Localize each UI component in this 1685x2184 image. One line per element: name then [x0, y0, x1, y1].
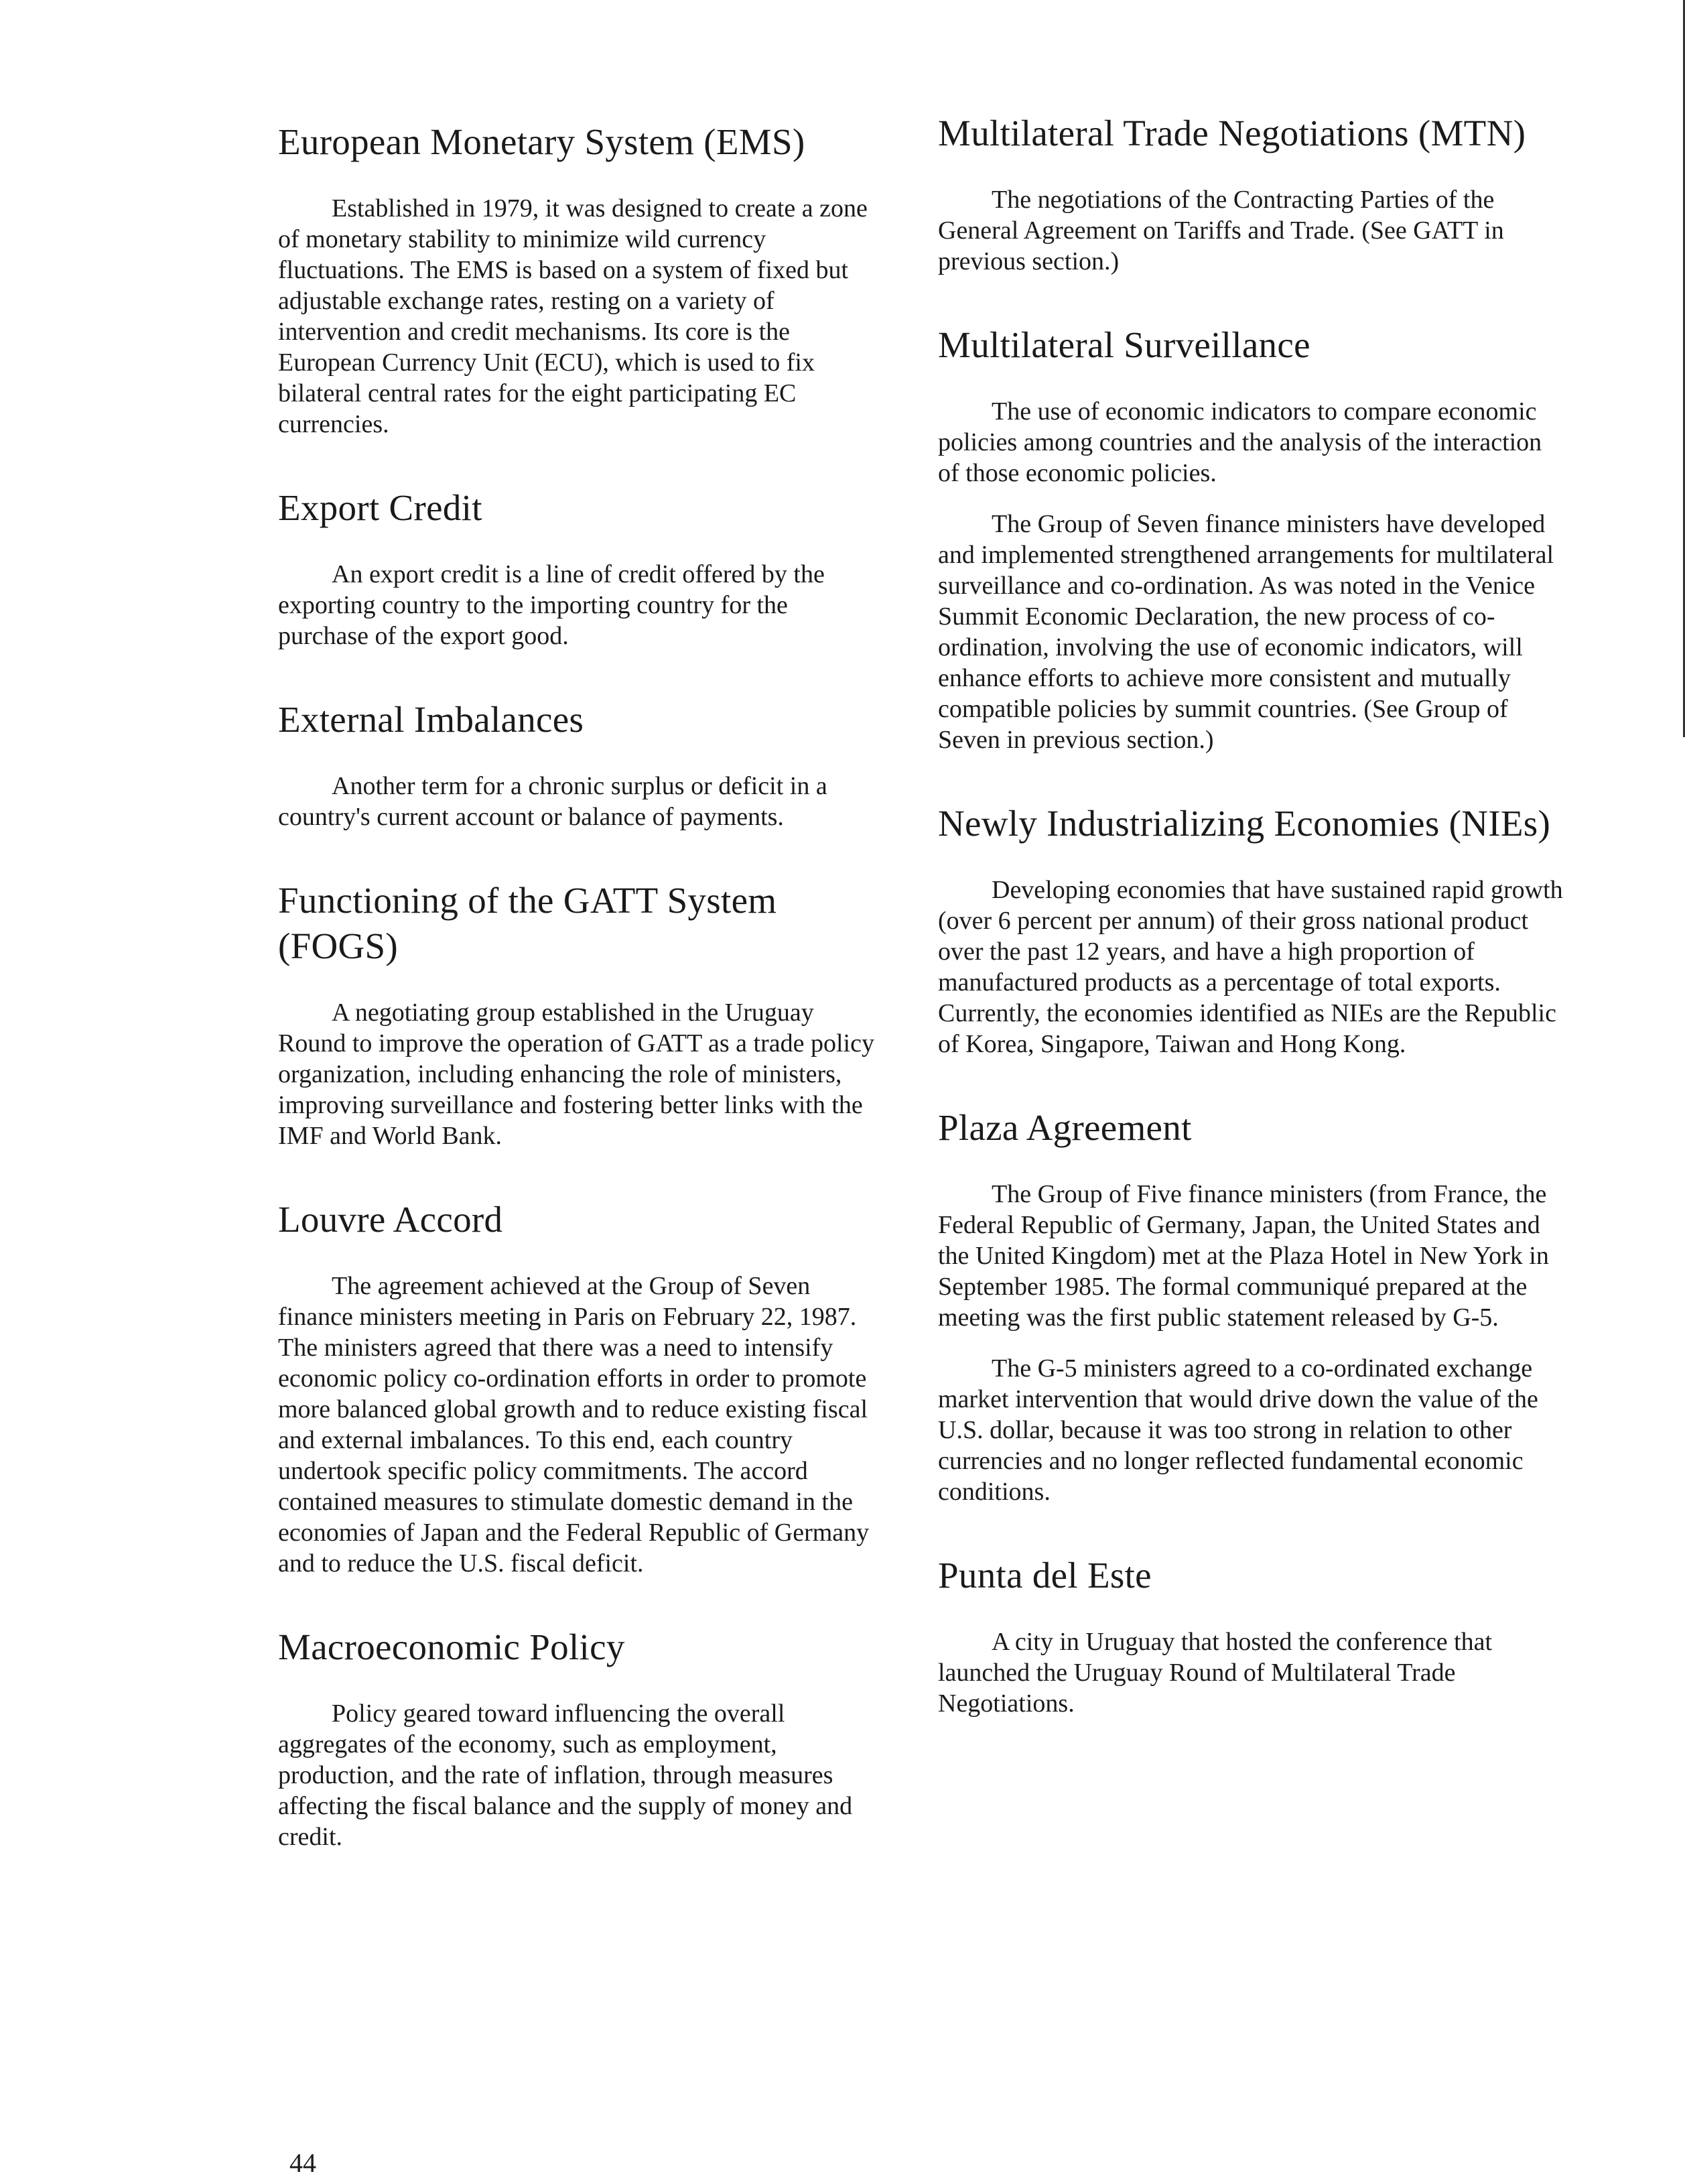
glossary-entry — [938, 322, 1568, 755]
glossary-entry — [278, 485, 881, 651]
left-column — [278, 119, 881, 1898]
glossary-term-heading: European Monetary System (EMS) — [278, 121, 805, 162]
glossary-definition-paragraph: The Group of Seven finance ministers have developed and implemented strengthened arrangements for multilateral surveillance and co-ordination. As was noted in the Venice Summit Economic Declaration, the new process of co-ordination, involving the use of economic indicators, will enhance efforts to achieve more consistent and mutually compatible policies by summit countries. (See Group of Seven in previous section.) — [938, 510, 1554, 754]
glossary-entry — [278, 1197, 881, 1579]
glossary-term-heading: Punta del Este — [938, 1555, 1152, 1596]
glossary-definition-paragraph: A city in Uruguay that hosted the conference that launched the Uruguay Round of Multilateral Trade Negotiations. — [938, 1628, 1493, 1718]
glossary-entry — [938, 1553, 1568, 1719]
glossary-term-heading: Louvre Accord — [278, 1199, 503, 1240]
glossary-entry — [938, 801, 1568, 1059]
glossary-entry — [278, 878, 881, 1151]
glossary-term-heading: External Imbalances — [278, 699, 584, 740]
glossary-definition-paragraph: The Group of Five finance ministers (from France, the Federal Republic of Germany, Japan, the United States and the United Kingdom) met at the Plaza Hotel in New York in September 1985. The formal communiqué prepared at the meeting was the first public statement released by G-5. — [938, 1180, 1549, 1332]
glossary-definition-paragraph: The use of economic indicators to compare economic policies among countries and the analysis of the interaction of those economic policies. — [938, 397, 1542, 487]
glossary-definition-paragraph: The agreement achieved at the Group of Seven finance ministers meeting in Paris on February 22, 1987. The ministers agreed that there was a need to intensify economic policy co-ordination efforts in order to promote more balanced global growth and to reduce existing fiscal and external imbalances. To this end, each country undertook specific policy commitments. The accord contained measures to stimulate domestic demand in the economies of Japan and the Federal Republic of Germany and to reduce the U.S. fiscal deficit. — [278, 1272, 870, 1578]
glossary-entry — [938, 1105, 1568, 1507]
glossary-term-heading: Macroeconomic Policy — [278, 1626, 625, 1667]
glossary-term-heading: Export Credit — [278, 487, 482, 528]
right-column — [938, 111, 1568, 1764]
glossary-definition-paragraph: An export credit is a line of credit offered by the exporting country to the importing country for the purchase of the export good. — [278, 560, 825, 650]
glossary-entry — [278, 119, 881, 440]
glossary-entry — [938, 111, 1568, 277]
glossary-term-heading: Multilateral Trade Negotiations (MTN) — [938, 113, 1526, 153]
glossary-definition-paragraph: Established in 1979, it was designed to create a zone of monetary stability to minimize wild currency fluctuations. The EMS is based on a system of fixed but adjustable exchange rates, resting on a variety of intervention and credit mechanisms. Its core is the European Currency Unit (ECU), which is used to fix bilateral central rates for the eight participating EC currencies. — [278, 194, 868, 438]
glossary-term-heading: Plaza Agreement — [938, 1107, 1192, 1148]
glossary-definition-paragraph: A negotiating group established in the Uruguay Round to improve the operation of GATT as a trade policy organization, including enhancing the role of ministers, improving surveillance and fostering better links with the IMF and World Bank. — [278, 999, 874, 1150]
glossary-term-heading: Newly Industrializing Economies (NIEs) — [938, 803, 1551, 844]
glossary-definition-paragraph: The G-5 ministers agreed to a co-ordinated exchange market intervention that would drive down the value of the U.S. dollar, because it was too strong in relation to other currencies and no longer reflected fundamental economic conditions. — [938, 1354, 1538, 1506]
glossary-entry — [278, 697, 881, 832]
glossary-definition-paragraph: Policy geared toward influencing the overall aggregates of the economy, such as employment, production, and the rate of inflation, through measures affecting the fiscal balance and the supply of money and credit. — [278, 1699, 853, 1851]
scan-edge-marks — [1671, 0, 1685, 737]
glossary-term-heading: Functioning of the GATT System (FOGS) — [278, 880, 777, 966]
page-number: 44 — [289, 2148, 316, 2178]
glossary-definition-paragraph: Another term for a chronic surplus or deficit in a country's current account or balance of payments. — [278, 772, 827, 831]
glossary-entry — [278, 1624, 881, 1852]
glossary-definition-paragraph: The negotiations of the Contracting Parties of the General Agreement on Tariffs and Trade. (See GATT in previous section.) — [938, 186, 1504, 275]
glossary-definition-paragraph: Developing economies that have sustained rapid growth (over 6 percent per annum) of their gross national product over the past 12 years, and have a high proportion of manufactured products as a percentage of total exports. Currently, the economies identified as NIEs are the Republic of Korea, Singapore, Taiwan and Hong Kong. — [938, 876, 1563, 1058]
glossary-term-heading: Multilateral Surveillance — [938, 324, 1310, 365]
